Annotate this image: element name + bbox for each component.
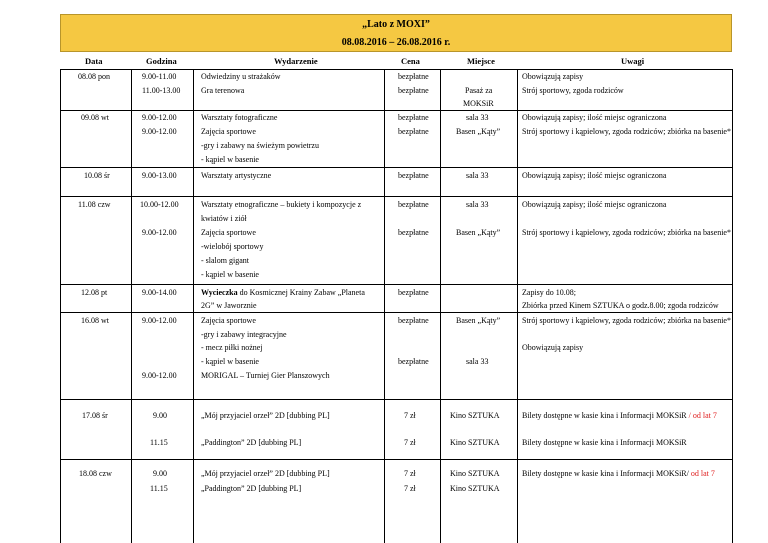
row-place: Basen „Kąty” [456,228,501,237]
row-divider [60,167,732,168]
row-subitem: -gry i zabawy na świeżym powietrzu [201,141,319,150]
row-subitem: - kąpiel w basenie [201,270,259,279]
row-divider [60,459,732,460]
row-event: Warsztaty fotograficzne [201,113,278,122]
row-notes: Obowiązują zapisy; ilość miejsc ograniczona [522,113,667,122]
row-event: „Mój przyjaciel orzeł” 2D [dubbing PL] [201,469,330,478]
notes-text: Bilety dostępne w kasie kina i Informacji MOKSiR/ [522,469,691,478]
row-time: 9.00-12.00 [142,127,177,136]
row-notes: Strój sportowy i kąpielowy, zgoda rodziców; zbiórka na basenie* [522,228,731,237]
trip-label: Wycieczka [201,288,238,297]
row-price: bezpłatne [398,127,429,136]
row-time: 9.00-12.00 [142,316,177,325]
row-date: 11.08 czw [78,200,111,209]
table-header [60,53,732,69]
row-time: 9.00 [153,469,167,478]
row-notes [522,469,715,479]
row-date: 08.08 pon [78,72,110,81]
row-notes: Zapisy do 10.08; [522,288,576,297]
row-subitem: -gry i zabawy integracyjne [201,330,287,339]
header-notes: Uwagi [621,56,645,66]
row-event: Gra terenowa [201,86,245,95]
row-place: sala 33 [466,357,489,366]
col-divider [440,69,441,543]
row-place: Pasaż za [465,86,493,95]
row-place: sala 33 [466,113,489,122]
row-price: 7 zł [404,438,416,447]
col-divider [131,69,132,543]
row-price: 7 zł [404,411,416,420]
row-event: „Paddington” 2D [dubbing PL] [201,438,302,447]
row-price: bezpłatne [398,171,429,180]
row-date: 09.08 wt [81,113,109,122]
row-notes: Obowiązują zapisy [522,343,584,352]
row-time: 9.00-14.00 [142,288,177,297]
row-time: 9.00-12.00 [142,371,177,380]
row-price: bezpłatne [398,86,429,95]
row-place: MOKSiR [463,99,494,108]
row-notes: Obowiązują zapisy; ilość miejsc ograniczona [522,171,667,180]
row-date: 10.08 śr [84,171,110,180]
row-notes: Obowiązują zapisy; ilość miejsc ograniczona [522,200,667,209]
row-divider [60,196,732,197]
row-price: bezpłatne [398,357,429,366]
notes-text: Bilety dostępne w kasie kina i Informacji MOKSiR [522,411,689,420]
row-price: bezpłatne [398,72,429,81]
age-limit: od lat 7 [690,469,715,478]
row-divider [60,284,732,285]
row-event: Zajęcia sportowe [201,316,256,325]
row-event: Zajęcia sportowe [201,127,256,136]
row-divider [60,399,732,400]
row-date: 16.08 wt [81,316,109,325]
row-event: Zajęcia sportowe [201,228,256,237]
header-time: Godzina [146,56,177,66]
trip-text: do Kosmicznej Krainy Zabaw „Planeta [237,288,365,297]
row-time: 11.00-13.00 [142,86,181,95]
col-divider [732,69,733,543]
row-notes: Strój sportowy i kąpielowy, zgoda rodziców; zbiórka na basenie* [522,316,731,325]
row-notes [522,411,717,421]
row-date: 17.08 śr [82,411,108,420]
col-divider [517,69,518,543]
row-subitem: - kąpiel w basenie [201,357,259,366]
col-divider [193,69,194,543]
schedule-banner [60,14,732,52]
row-notes: Strój sportowy i kąpielowy, zgoda rodziców; zbiórka na basenie* [522,127,731,136]
header-event: Wydarzenie [274,56,318,66]
row-notes: Bilety dostępne w kasie kina i Informacji MOKSiR [522,438,687,447]
row-time: 11.15 [150,484,168,493]
row-divider [60,69,732,70]
row-time: 11.15 [150,438,168,447]
row-place: Kino SZTUKA [450,411,500,420]
row-event: Odwiedziny u strażaków [201,72,281,81]
row-time: 9.00 [153,411,167,420]
row-time: 9.00-13.00 [142,171,177,180]
row-event: „Paddington” 2D [dubbing PL] [201,484,302,493]
row-divider [60,312,732,313]
row-place: Basen „Kąty” [456,127,501,136]
row-subitem: -wielobój sportowy [201,242,264,251]
row-notes: Obowiązują zapisy [522,72,584,81]
row-subitem: - mecz piłki nożnej [201,343,263,352]
row-event: kwiatów i ziół [201,214,247,223]
row-place: sala 33 [466,171,489,180]
row-time: 10.00-12.00 [140,200,179,209]
row-date: 12.08 pt [81,288,108,297]
row-time: 9.00-12.00 [142,113,177,122]
schedule-dates: 08.08.2016 – 26.08.2016 r. [341,37,451,48]
row-price: bezpłatne [398,316,429,325]
schedule-title: „Lato z MOXI” [362,19,430,30]
row-event: Warsztaty etnograficzne – bukiety i kompozycje z [201,200,362,209]
header-date: Data [85,56,103,66]
row-price: bezpłatne [398,200,429,209]
row-event: MORIGAL – Turniej Gier Planszowych [201,371,330,380]
row-place: Kino SZTUKA [450,469,500,478]
row-divider [60,110,732,111]
row-place: sala 33 [466,200,489,209]
row-subitem: - kąpiel w basenie [201,155,259,164]
col-divider [384,69,385,543]
row-price: bezpłatne [398,288,429,297]
row-place: Basen „Kąty” [456,316,501,325]
row-event [201,288,365,298]
row-event: Warsztaty artystyczne [201,171,272,180]
row-place: Kino SZTUKA [450,438,500,447]
header-price: Cena [401,56,420,66]
row-notes: Strój sportowy, zgoda rodziców [522,86,624,95]
row-price: 7 zł [404,484,416,493]
row-event: „Mój przyjaciel orzeł” 2D [dubbing PL] [201,411,330,420]
row-price: 7 zł [404,469,416,478]
row-time: 9.00-11.00 [142,72,177,81]
row-subitem: - slalom gigant [201,256,249,265]
row-price: bezpłatne [398,113,429,122]
row-time: 9.00-12.00 [142,228,177,237]
row-price: bezpłatne [398,228,429,237]
row-event: 2G” w Jaworznie [201,301,257,310]
age-limit: / od lat 7 [688,411,717,420]
row-place: Kino SZTUKA [450,484,500,493]
row-date: 18.08 czw [79,469,112,478]
row-notes: Zbiórka przed Kinem SZTUKA o godz.8.00; zgoda rodziców [522,301,719,310]
col-divider [60,69,61,543]
header-place: Miejsce [467,56,495,66]
